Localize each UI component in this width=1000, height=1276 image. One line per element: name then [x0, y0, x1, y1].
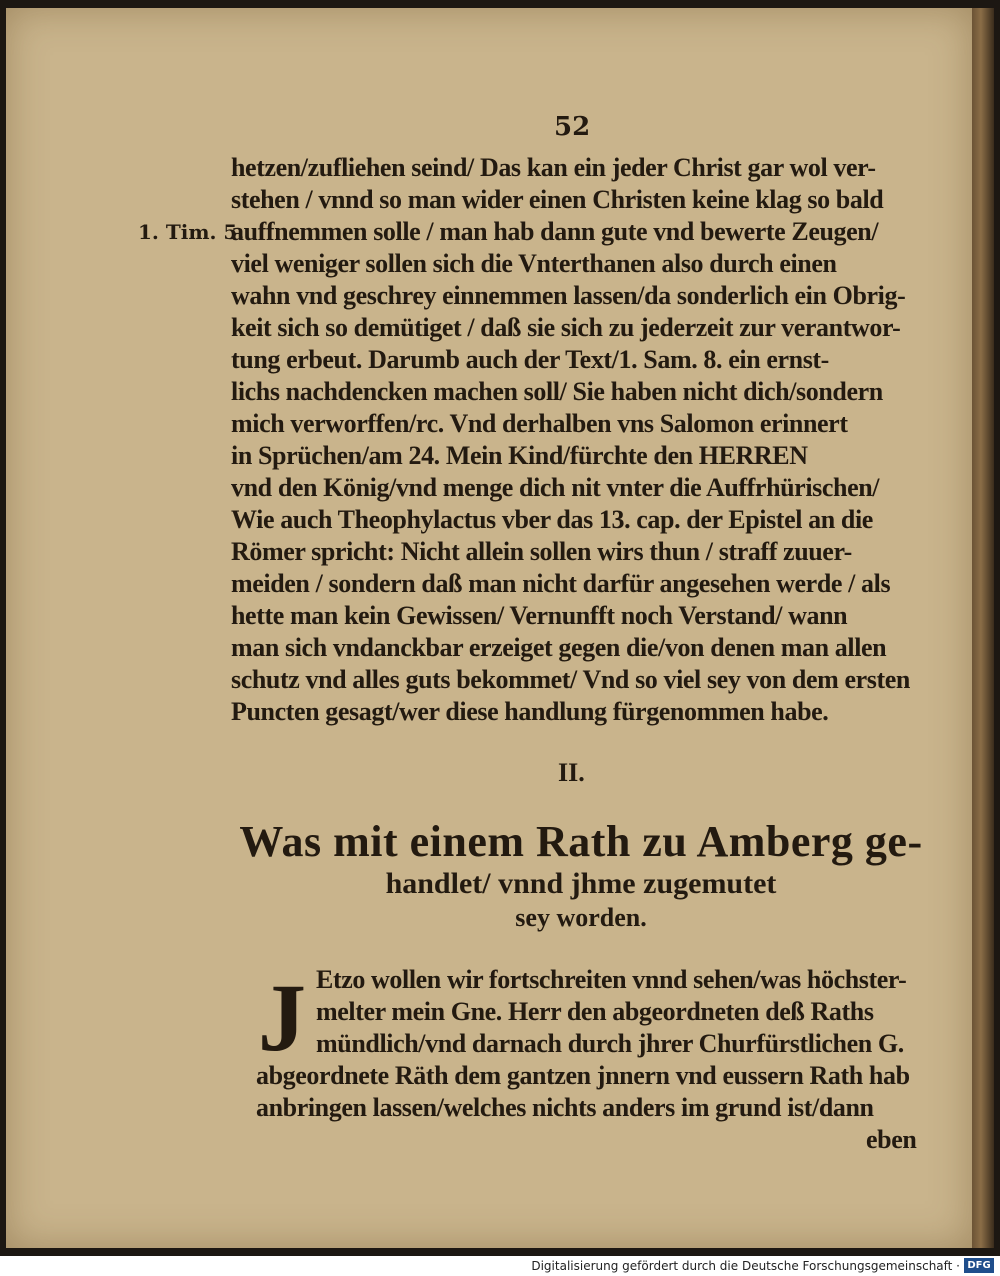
text-line: mich verworffen/rc. Vnd derhalben vns Salomon erinnert [231, 409, 848, 438]
text-line: viel weniger sollen sich die Vnterthanen also durch einen [231, 249, 837, 278]
text-line: hette man kein Gewissen/ Vernunfft noch Verstand/ wann [231, 601, 848, 630]
page-text-block [6, 8, 972, 1248]
footer-bar [0, 1256, 1000, 1276]
text-line: Puncten gesagt/wer diese handlung fürgenommen habe. [231, 697, 829, 726]
paragraph-line: melter mein Gne. Herr den abgeordneten deß Raths [316, 997, 874, 1026]
section-heading-line-2: handlet/ vnnd jhme zugemutet [385, 867, 777, 900]
funding-notice: Digitalisierung gefördert durch die Deutsche Forschungsgemeinschaft · [531, 1259, 960, 1273]
paragraph-line: anbringen lassen/welches nichts anders im grund ist/dann [256, 1093, 874, 1122]
text-line: schutz vnd alles guts bekommet/ Vnd so viel sey von dem ersten [231, 665, 910, 694]
text-line: Römer spricht: Nicht allein sollen wirs thun / straff zuuer- [231, 537, 852, 566]
catchword: eben [866, 1125, 917, 1154]
text-line: auffnemmen solle / man hab dann gute vnd bewerte Zeugen/ [231, 217, 879, 246]
dfg-logo: DFG [964, 1258, 994, 1273]
text-line: hetzen/zufliehen seind/ Das kan ein jeder Christ gar wol ver- [231, 153, 876, 182]
book-page [6, 8, 972, 1248]
text-line: Wie auch Theophylactus vber das 13. cap. der Epistel an die [231, 505, 873, 534]
text-line: wahn vnd geschrey einnemmen lassen/da sonderlich ein Obrig- [231, 281, 906, 310]
page-number: 52 [554, 112, 591, 142]
text-line: vnd den König/vnd menge dich nit vnter die Auffrhürischen/ [231, 473, 880, 502]
text-line: lichs nachdencken machen soll/ Sie haben nicht dich/sondern [231, 377, 883, 406]
text-line: man sich vndanckbar erzeiget gegen die/von denen man allen [231, 633, 887, 662]
text-line: tung erbeut. Darumb auch der Text/1. Sam. 8. ein ernst- [231, 345, 829, 374]
margin-note: 1. Tim. 5. [138, 220, 245, 244]
text-line: stehen / vnnd so man wider einen Christen keine klag so bald [231, 185, 884, 214]
book-fore-edge [972, 8, 994, 1248]
section-heading-line-3: sey worden. [515, 903, 647, 932]
section-number: II. [558, 758, 585, 787]
text-line: meiden / sondern daß man nicht darfür angesehen werde / als [231, 569, 891, 598]
text-line: keit sich so demütiget / daß sie sich zu jederzeit zur verantwor- [231, 313, 901, 342]
text-line: in Sprüchen/am 24. Mein Kind/fürchte den HERREN [231, 441, 808, 470]
paragraph-line: mündlich/vnd darnach durch jhrer Churfürstlichen G. [316, 1029, 904, 1058]
paragraph-line: Etzo wollen wir fortschreiten vnnd sehen/was höchster- [316, 965, 907, 994]
section-heading-line-1: Was mit einem Rath zu Amberg ge- [239, 817, 923, 866]
decorated-initial: J [258, 964, 306, 1071]
paragraph-line: abgeordnete Räth dem gantzen jnnern vnd eussern Rath hab [256, 1061, 910, 1090]
